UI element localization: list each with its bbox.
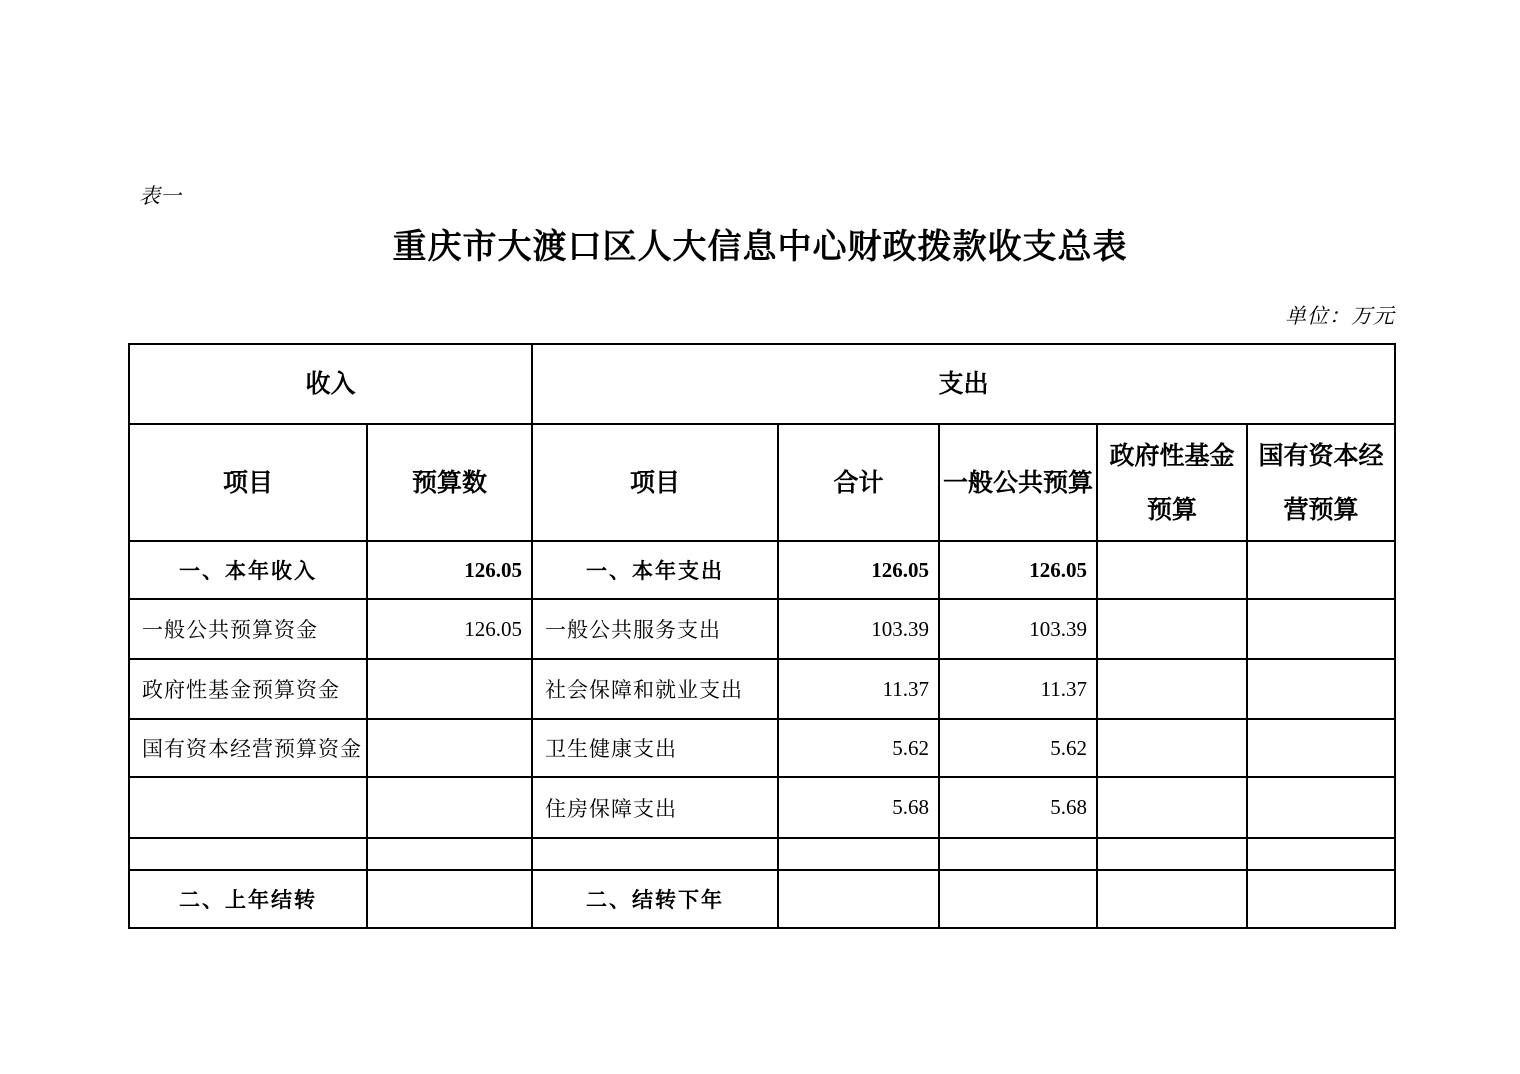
table-row (129, 541, 1395, 599)
income-budget-cell: 126.05 (367, 541, 532, 599)
income-item-header: 项目 (129, 424, 367, 541)
expense-general-cell: 126.05 (939, 541, 1097, 599)
budget-summary-table (128, 343, 1396, 929)
expense-gov-fund-budget-header: 政府性基金预算 (1097, 424, 1247, 541)
income-budget-header: 预算数 (367, 424, 532, 541)
expense-general-cell (939, 870, 1097, 928)
expense-total-header: 合计 (778, 424, 939, 541)
expense-state-capital-budget-header: 国有资本经营预算 (1247, 424, 1395, 541)
expense-general-cell: 5.68 (939, 777, 1097, 838)
table-row (129, 659, 1395, 719)
expense-gov-fund-cell (1097, 659, 1247, 719)
expense-item-cell: 卫生健康支出 (532, 719, 778, 777)
expense-total-cell: 11.37 (778, 659, 939, 719)
expense-item-cell: 住房保障支出 (532, 777, 778, 838)
expense-item-cell: 一、本年支出 (532, 541, 778, 599)
expense-state-capital-cell (1247, 541, 1395, 599)
expense-state-capital-cell (1247, 599, 1395, 659)
expense-state-capital-cell (1247, 777, 1395, 838)
income-item-cell (129, 838, 367, 870)
expense-item-cell: 一般公共服务支出 (532, 599, 778, 659)
expense-state-capital-cell (1247, 659, 1395, 719)
table-row (129, 838, 1395, 870)
income-item-cell: 一、本年收入 (129, 541, 367, 599)
group-header-row (129, 344, 1395, 424)
column-header-row (129, 424, 1395, 541)
expense-group-header: 支出 (532, 344, 1395, 424)
expense-gov-fund-cell (1097, 870, 1247, 928)
unit-note: 单位：万元 (1285, 304, 1395, 328)
table-row (129, 777, 1395, 838)
expense-general-cell: 5.62 (939, 719, 1097, 777)
expense-general-cell (939, 838, 1097, 870)
table-row (129, 719, 1395, 777)
income-budget-cell: 126.05 (367, 599, 532, 659)
expense-state-capital-cell (1247, 838, 1395, 870)
income-budget-cell (367, 777, 532, 838)
income-item-cell (129, 777, 367, 838)
table-row (129, 599, 1395, 659)
table-row (129, 870, 1395, 928)
expense-total-cell: 103.39 (778, 599, 939, 659)
expense-gov-fund-cell (1097, 838, 1247, 870)
income-budget-cell (367, 838, 532, 870)
expense-gov-fund-cell (1097, 541, 1247, 599)
expense-general-cell: 11.37 (939, 659, 1097, 719)
expense-item-cell (532, 838, 778, 870)
expense-gov-fund-cell (1097, 719, 1247, 777)
expense-state-capital-cell (1247, 719, 1395, 777)
income-item-cell: 国有资本经营预算资金 (129, 719, 367, 777)
expense-item-cell: 社会保障和就业支出 (532, 659, 778, 719)
expense-total-cell (778, 838, 939, 870)
expense-total-cell: 5.68 (778, 777, 939, 838)
expense-item-cell: 二、结转下年 (532, 870, 778, 928)
expense-general-cell: 103.39 (939, 599, 1097, 659)
income-budget-cell (367, 870, 532, 928)
income-item-cell: 一般公共预算资金 (129, 599, 367, 659)
expense-item-header: 项目 (532, 424, 778, 541)
income-item-cell: 二、上年结转 (129, 870, 367, 928)
income-budget-cell (367, 719, 532, 777)
expense-gov-fund-cell (1097, 599, 1247, 659)
expense-state-capital-cell (1247, 870, 1395, 928)
income-budget-cell (367, 659, 532, 719)
expense-total-cell: 5.62 (778, 719, 939, 777)
expense-general-budget-header: 一般公共预算 (939, 424, 1097, 541)
income-group-header: 收入 (129, 344, 532, 424)
income-item-cell: 政府性基金预算资金 (129, 659, 367, 719)
sheet-label: 表一 (139, 184, 181, 208)
expense-total-cell (778, 870, 939, 928)
page-title: 重庆市大渡口区人大信息中心财政拨款收支总表 (392, 229, 1128, 266)
expense-total-cell: 126.05 (778, 541, 939, 599)
expense-gov-fund-cell (1097, 777, 1247, 838)
